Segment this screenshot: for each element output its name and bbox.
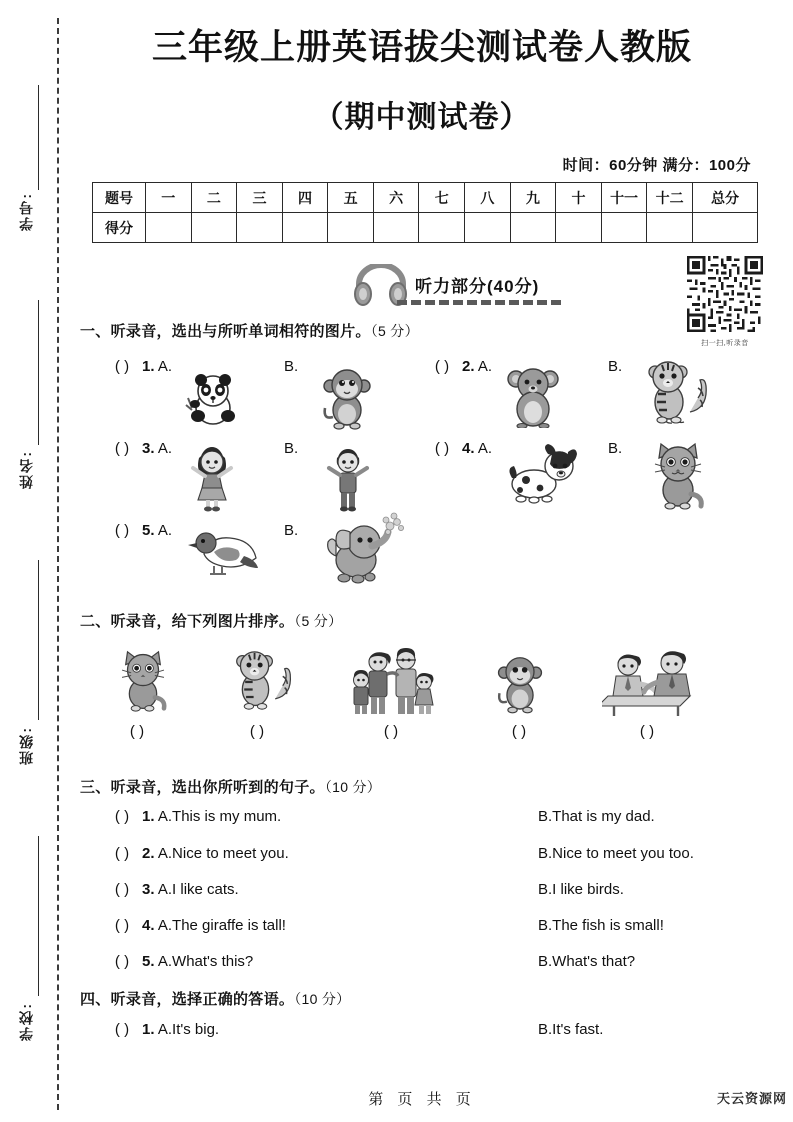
item-number: 4. xyxy=(462,440,475,457)
section-3-item-1 xyxy=(102,808,281,825)
score-table-col-11: 十一 xyxy=(601,183,647,213)
section-3-item-2-option-b[interactable]: B.Nice to meet you too. xyxy=(538,845,694,862)
section-4-points: （10 分） xyxy=(294,991,351,1007)
score-table-col-8: 八 xyxy=(465,183,511,213)
score-table-col-4: 四 xyxy=(282,183,328,213)
section-3-points: （10 分） xyxy=(324,779,382,795)
section-2-points: （5 分） xyxy=(294,613,343,629)
section-3-heading xyxy=(80,776,381,797)
cut-dashed-line xyxy=(57,18,59,1110)
dog-image xyxy=(504,442,580,509)
score-cell-3[interactable] xyxy=(237,213,283,243)
bird-image xyxy=(184,526,260,589)
option-a-text[interactable]: A.Nice to meet you. xyxy=(157,845,289,862)
answer-blank[interactable]: ( ) xyxy=(434,440,450,457)
score-table-row-label-score: 得分 xyxy=(93,213,146,243)
score-cell-12[interactable] xyxy=(647,213,693,243)
score-table-col-5: 五 xyxy=(328,183,374,213)
qr-code-block[interactable] xyxy=(677,256,773,348)
section-3-item-3-option-b[interactable]: B.I like birds. xyxy=(538,881,624,898)
answer-blank[interactable]: ( ) xyxy=(114,845,130,862)
section-1-item-1 xyxy=(102,358,172,375)
score-table-col-12: 十二 xyxy=(647,183,693,213)
section-4-item-1 xyxy=(102,1021,219,1038)
margin-label-class: 班级: xyxy=(18,726,34,765)
section-3-item-2 xyxy=(102,845,289,862)
item-number: 1. xyxy=(142,358,155,375)
table-row-scores xyxy=(93,213,758,243)
family-image xyxy=(348,648,434,721)
exam-meta: 时间：60分钟 满分：100分 xyxy=(562,157,751,174)
option-a-text[interactable]: A.What's this? xyxy=(157,953,254,970)
item-number: 3. xyxy=(142,440,155,457)
section-3-item-1-option-b[interactable]: B.That is my dad. xyxy=(538,808,655,825)
page-footer: 第 页 共 页 xyxy=(368,1091,476,1108)
item-number: 3. xyxy=(142,881,155,898)
listening-section-banner xyxy=(267,262,567,310)
margin-rule-2 xyxy=(38,300,39,445)
qr-code-icon xyxy=(687,256,763,332)
answer-blank[interactable]: ( ) xyxy=(114,522,130,539)
margin-label-student-id: 学号: xyxy=(18,192,34,231)
answer-blank[interactable]: ( ) xyxy=(114,881,130,898)
section-1-item-5 xyxy=(102,522,172,539)
exam-page xyxy=(72,0,793,1122)
option-a-text[interactable]: A.It's big. xyxy=(157,1021,220,1038)
score-table-col-2: 二 xyxy=(191,183,237,213)
score-table-col-6: 六 xyxy=(373,183,419,213)
option-b-label-1: B. xyxy=(284,358,299,375)
boy-image xyxy=(322,442,374,517)
order-answer-blank-4[interactable]: ( ) xyxy=(511,723,527,740)
option-b-label-3: B. xyxy=(284,440,299,457)
section-1-item-4 xyxy=(422,440,492,457)
option-a-label: A. xyxy=(157,522,173,539)
answer-blank[interactable]: ( ) xyxy=(114,1021,130,1038)
section-1-heading-text: 一、听录音，选出与所听单词相符的图片。 xyxy=(80,323,371,340)
option-a-label: A. xyxy=(157,358,173,375)
answer-blank[interactable]: ( ) xyxy=(434,358,450,375)
panda-image xyxy=(182,368,244,435)
score-cell-9[interactable] xyxy=(510,213,556,243)
score-cell-7[interactable] xyxy=(419,213,465,243)
option-a-text[interactable]: A.The giraffe is tall! xyxy=(157,917,286,934)
margin-label-school: 学校: xyxy=(18,1002,34,1041)
section-3-heading-text: 三、听录音，选出你所听到的句子。 xyxy=(80,779,325,796)
tiger-image xyxy=(642,360,712,431)
section-4-item-1-option-b[interactable]: B.It's fast. xyxy=(538,1021,604,1038)
order-answer-blank-5[interactable]: ( ) xyxy=(639,723,655,740)
score-cell-8[interactable] xyxy=(465,213,511,243)
monkey-image xyxy=(317,362,377,435)
answer-blank[interactable]: ( ) xyxy=(114,808,130,825)
tiger-image xyxy=(230,650,296,717)
score-cell-total[interactable] xyxy=(693,213,758,243)
section-2-heading xyxy=(80,610,342,631)
score-table-col-total: 总分 xyxy=(693,183,758,213)
section-3-item-5-option-b[interactable]: B.What's that? xyxy=(538,953,636,970)
left-margin-strip xyxy=(0,0,72,1122)
monkey-image xyxy=(492,650,548,719)
elephant-image xyxy=(320,512,408,589)
margin-rule-3 xyxy=(38,560,39,720)
score-cell-5[interactable] xyxy=(328,213,374,243)
banner-underline xyxy=(397,300,562,305)
item-number: 4. xyxy=(142,917,155,934)
section-3-item-3 xyxy=(102,881,239,898)
score-cell-10[interactable] xyxy=(556,213,602,243)
answer-blank[interactable]: ( ) xyxy=(114,440,130,457)
cat-image xyxy=(114,650,172,717)
order-answer-blank-1[interactable]: ( ) xyxy=(129,723,145,740)
page-subtitle: （期中测试卷） xyxy=(313,101,531,134)
watermark: 天云资源网 xyxy=(716,1091,787,1106)
score-table-col-3: 三 xyxy=(237,183,283,213)
score-cell-2[interactable] xyxy=(191,213,237,243)
score-table-row-label-question: 题号 xyxy=(93,183,146,213)
option-b-label-2: B. xyxy=(608,358,623,375)
section-1-points: （5 分） xyxy=(370,323,419,339)
score-table-col-1: 一 xyxy=(146,183,192,213)
margin-label-name: 姓名: xyxy=(18,450,34,489)
score-table xyxy=(92,182,758,243)
section-3-item-5 xyxy=(102,953,253,970)
section-1-heading xyxy=(80,320,419,341)
listening-banner-label: 听力部分(40分) xyxy=(415,277,540,296)
section-2-heading-text: 二、听录音，给下列图片排序。 xyxy=(80,613,295,630)
item-number: 5. xyxy=(142,953,155,970)
item-number: 1. xyxy=(142,1021,155,1038)
section-3-item-4 xyxy=(102,917,286,934)
score-cell-6[interactable] xyxy=(373,213,419,243)
order-answer-blank-2[interactable]: ( ) xyxy=(249,723,265,740)
table-row-question-numbers xyxy=(93,183,758,213)
margin-rule-1 xyxy=(38,85,39,190)
students-at-desk-image xyxy=(602,648,694,723)
qr-code-caption: 扫一扫,听录音 xyxy=(701,340,749,347)
section-3-item-4-option-b[interactable]: B.The fish is small! xyxy=(538,917,664,934)
girl-image xyxy=(182,442,242,517)
bear-image xyxy=(504,364,562,433)
answer-blank[interactable]: ( ) xyxy=(114,953,130,970)
item-number: 2. xyxy=(462,358,475,375)
cat-image xyxy=(647,442,709,515)
answer-blank[interactable]: ( ) xyxy=(114,358,130,375)
section-4-heading xyxy=(80,988,350,1009)
order-answer-blank-3[interactable]: ( ) xyxy=(383,723,399,740)
option-b-label-5: B. xyxy=(284,522,299,539)
score-cell-11[interactable] xyxy=(601,213,647,243)
margin-rule-4 xyxy=(38,836,39,996)
section-1-item-2 xyxy=(422,358,492,375)
option-a-text[interactable]: A.I like cats. xyxy=(157,881,239,898)
item-number: 2. xyxy=(142,845,155,862)
section-4-heading-text: 四、听录音，选择正确的答语。 xyxy=(80,991,295,1008)
score-table-col-7: 七 xyxy=(419,183,465,213)
score-table-col-9: 九 xyxy=(510,183,556,213)
option-a-text[interactable]: A.This is my mum. xyxy=(157,808,282,825)
item-number: 5. xyxy=(142,522,155,539)
score-table-col-10: 十 xyxy=(556,183,602,213)
answer-blank[interactable]: ( ) xyxy=(114,917,130,934)
item-number: 1. xyxy=(142,808,155,825)
option-b-label-4: B. xyxy=(608,440,623,457)
section-1-item-3 xyxy=(102,440,172,457)
option-a-label: A. xyxy=(157,440,173,457)
page-title: 三年级上册英语拔尖测试卷人教版 xyxy=(151,28,692,67)
option-a-label: A. xyxy=(477,358,493,375)
score-cell-1[interactable] xyxy=(146,213,192,243)
score-cell-4[interactable] xyxy=(282,213,328,243)
option-a-label: A. xyxy=(477,440,493,457)
